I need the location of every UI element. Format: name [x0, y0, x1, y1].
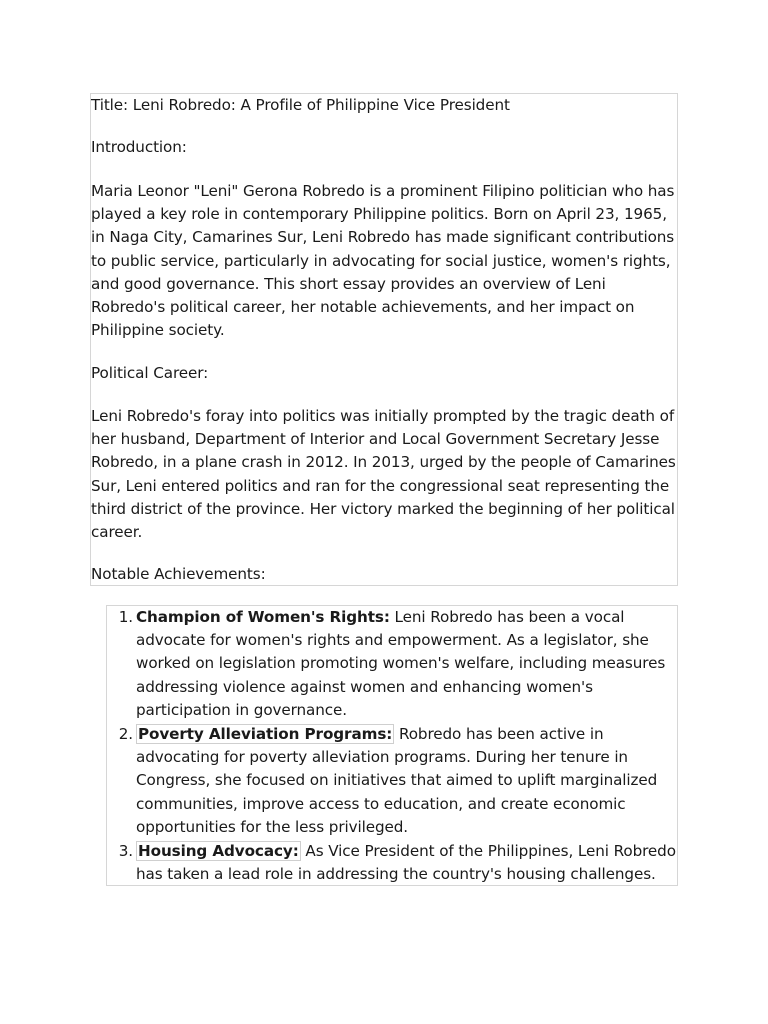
list-item-body: [136, 840, 677, 886]
list-item-lead: Poverty Alleviation Programs:: [138, 725, 393, 743]
document-title: Title: Leni Robredo: A Profile of Philippine Vice President: [91, 96, 510, 114]
list-item-text: Robredo has been active in advocating for poverty alleviation programs. During her tenure in Congress, she focused on initiatives that aimed to uplift marginalized communities, improve access to education, and create economic opportunities for the less privileged.: [136, 725, 658, 836]
list-item-lead: Champion of Women's Rights:: [136, 608, 390, 626]
introduction-paragraph: Maria Leonor "Leni" Gerona Robredo is a prominent Filipino politician who has played a key role in contemporary Philippine politics. Born on April 23, 1965, in Naga City, Camarines Sur, Leni Robredo has made significant contributions to public service, particularly in advocating for social justice, women's rights, and good governance. This short essay provides an overview of Leni Robredo's political career, her notable achievements, and her impact on Philippine society.: [91, 182, 675, 340]
achievements-list: [106, 605, 678, 886]
political-career-heading: Political Career:: [91, 364, 209, 382]
introduction-heading: Introduction:: [91, 138, 187, 156]
notable-achievements-heading: Notable Achievements:: [91, 565, 266, 583]
political-career-paragraph: Leni Robredo's foray into politics was initially prompted by the tragic death of her husband, Department of Interior and Local Government Secretary Jesse Robredo, in a plane crash in 2012. In 2013, urged by the people of Camarines Sur, Leni entered politics and ran for the congressional seat representing the third district of the province. Her victory marked the beginning of her political career.: [91, 407, 676, 542]
list-item-number: 2.: [118, 725, 133, 743]
list-item-number: 3.: [118, 842, 133, 860]
list-item-body: [136, 606, 677, 722]
essay-body-block: [90, 93, 678, 586]
list-item-text: Leni Robredo has been a vocal advocate for women's rights and empowerment. As a legislator, she worked on legislation promoting women's welfare, including measures addressing violence against women and enhancing women's participation in governance.: [136, 608, 666, 719]
list-item-text: As Vice President of the Philippines, Leni Robredo has taken a lead role in addressing the country's housing challenges.: [136, 842, 676, 884]
list-item-lead: Housing Advocacy:: [138, 842, 299, 860]
list-item-body: [136, 723, 677, 839]
list-item-number: 1.: [118, 608, 133, 626]
